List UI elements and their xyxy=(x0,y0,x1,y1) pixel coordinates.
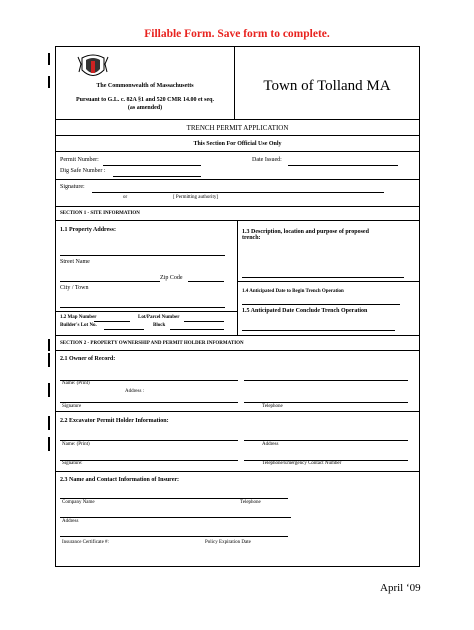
permitting-authority-label: [ Permitting authority] xyxy=(173,195,218,200)
excavator-signature-label: Signature: xyxy=(62,461,83,466)
town-name: Town of Tolland MA xyxy=(263,78,391,94)
massachusetts-seal-icon xyxy=(74,52,112,82)
owner-signature-label: Signature xyxy=(62,404,82,409)
margin-mark xyxy=(48,416,50,430)
date-issued-field[interactable] xyxy=(288,165,398,166)
policy-expiration-label: Policy Expiration Date xyxy=(205,540,251,545)
city-town-field[interactable] xyxy=(60,307,225,308)
begin-date-field[interactable] xyxy=(242,304,400,305)
excavator-name-label: Name: (Print) xyxy=(62,442,90,447)
insurer-telephone-label: Telephone xyxy=(240,500,261,505)
form-date-footer: April ‘09 xyxy=(380,582,421,594)
builders-lot-label: Builder's Lot No. xyxy=(60,323,97,328)
excavator-signature-field[interactable] xyxy=(60,460,238,461)
conclude-date-field[interactable] xyxy=(242,330,395,331)
signature-label: Signature: xyxy=(60,184,85,190)
owner-address-label: Address : xyxy=(125,389,145,394)
insurance-cert-field[interactable] xyxy=(60,536,288,537)
insurer-address-field[interactable] xyxy=(60,517,291,518)
property-address-field[interactable] xyxy=(60,255,225,256)
property-address-label: 1.1 Property Address: xyxy=(60,227,116,233)
description-field[interactable] xyxy=(242,277,404,278)
excavator-address-label: Address xyxy=(262,442,279,447)
conclude-date-label: 1.5 Anticipated Date Conclude Trench Operation xyxy=(242,308,368,314)
margin-mark xyxy=(48,353,50,367)
block-field[interactable] xyxy=(170,329,224,330)
zip-code-label: Zip Code xyxy=(160,275,183,281)
zip-code-field[interactable] xyxy=(188,281,224,282)
description-label: 1.3 Description, location and purpose of proposed trench: xyxy=(242,229,369,241)
form-title: TRENCH PERMIT APPLICATION xyxy=(186,124,289,132)
street-name-field[interactable] xyxy=(60,281,160,282)
owner-telephone-field[interactable] xyxy=(244,402,408,403)
city-town-label: City / Town xyxy=(60,285,89,291)
excavator-heading: 2.2 Excavator Permit Holder Information: xyxy=(60,418,169,424)
or-label: or xyxy=(123,195,128,200)
owner-of-record-label: 2.1 Owner of Record: xyxy=(60,356,116,362)
builders-lot-field[interactable] xyxy=(104,329,144,330)
block-label: Block xyxy=(153,323,166,328)
company-name-field[interactable] xyxy=(60,498,288,499)
margin-mark xyxy=(48,437,50,451)
margin-mark xyxy=(48,383,50,397)
map-number-field[interactable] xyxy=(94,321,130,322)
header-divider xyxy=(234,46,235,119)
section1-heading: SECTION 1 - SITE INFORMATION xyxy=(60,211,140,216)
permit-number-field[interactable] xyxy=(103,165,201,166)
official-use-heading: This Section For Official Use Only xyxy=(193,141,282,147)
owner-telephone-label: Telephone xyxy=(262,404,283,409)
section2-heading: SECTION 2 - PROPERTY OWNERSHIP AND PERMIT HOLDER INFORMATION xyxy=(60,341,244,346)
official-signature-field[interactable] xyxy=(92,192,384,193)
insurer-heading: 2.3 Name and Contact Information of Insurer: xyxy=(60,477,180,483)
lot-parcel-field[interactable] xyxy=(184,321,224,322)
margin-mark xyxy=(48,339,50,351)
insurer-address-label: Address xyxy=(62,519,79,524)
excavator-name-field[interactable] xyxy=(60,440,238,441)
date-issued-label: Date Issued: xyxy=(252,157,282,163)
company-name-label: Company Name xyxy=(62,500,95,505)
owner-address-field-right[interactable] xyxy=(244,380,408,381)
map-number-label: 1.2 Map Number xyxy=(60,315,97,320)
fillable-form-banner: Fillable Form. Save form to complete. xyxy=(144,28,330,40)
street-name-label: Street Name xyxy=(60,259,90,265)
begin-date-label: 1.4 Anticipated Date to Begin Trench Operation xyxy=(242,289,344,294)
excavator-address-field[interactable] xyxy=(244,440,408,441)
statute-line-2: (as amended) xyxy=(127,105,163,111)
margin-mark xyxy=(48,76,50,88)
org-name: The Commonwealth of Massachusetts xyxy=(96,83,194,89)
insurance-cert-label: Insurance Certificate #: xyxy=(62,540,109,545)
margin-mark xyxy=(48,53,50,65)
statute-line-1: Pursuant to G.L. c. 82A §1 and 520 CMR 14.00 et seq. xyxy=(75,97,214,103)
lot-parcel-label: Lot/Parcel Number xyxy=(138,315,180,320)
permit-number-label: Permit Number: xyxy=(60,157,99,163)
owner-name-label: Name: (Print) xyxy=(62,381,90,386)
dig-safe-field[interactable] xyxy=(113,176,201,177)
dig-safe-label: Dig Safe Number : xyxy=(60,168,106,174)
excavator-phone-label: Telephone/Emergency Contact Number xyxy=(262,461,342,466)
owner-signature-field[interactable] xyxy=(60,402,238,403)
